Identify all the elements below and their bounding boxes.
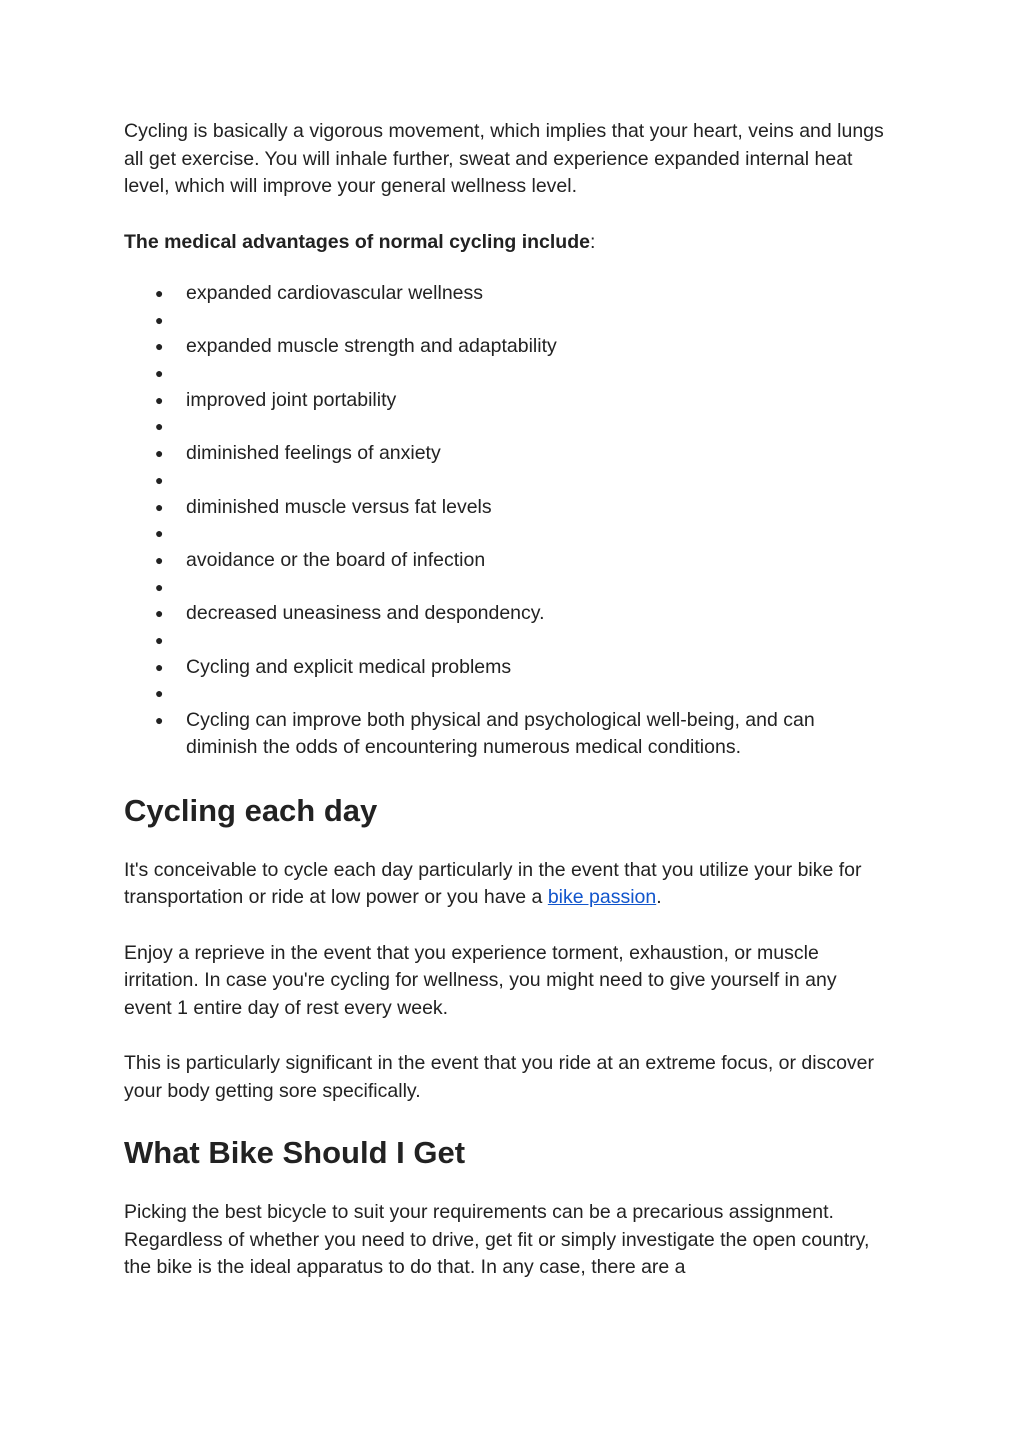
list-item: ● Cycling can improve both physical and psychological well-being, and can diminish the odds of encountering numerous medical conditions.	[124, 707, 884, 760]
list-item	[124, 360, 884, 387]
section-heading-cycling: Cycling each day	[124, 792, 378, 828]
benefits-list	[124, 280, 884, 761]
list-item: ● expanded cardiovascular wellness	[124, 280, 884, 307]
list-item: ● decreased uneasiness and despondency.	[124, 600, 884, 627]
list-item	[124, 627, 884, 654]
list-item	[124, 520, 884, 547]
list-item	[124, 680, 884, 707]
benefits-heading	[124, 229, 884, 257]
benefits-heading-suffix: :	[589, 230, 596, 253]
list-item	[124, 307, 884, 334]
cycling-paragraph-1-text: It's conceivable to cycle each day particularly in the event that you utilize your bike for transportation or ride at low power or you have a	[124, 858, 862, 909]
list-item	[124, 467, 884, 494]
list-item: ● expanded muscle strength and adaptability	[124, 333, 884, 360]
cycling-paragraph-2: Enjoy a reprieve in the event that you experience torment, exhaustion, or muscle irritation. In case you're cycling for wellness, you might need to give yourself in any event 1 entire day of rest every week.	[124, 941, 837, 1019]
list-item: ● Cycling and explicit medical problems	[124, 654, 884, 681]
list-item: ● avoidance or the board of infection	[124, 547, 884, 574]
benefits-heading-bold: The medical advantages of normal cycling include	[124, 230, 590, 253]
section-heading-bike: What Bike Should I Get	[124, 1135, 466, 1171]
cycling-paragraph-1-end: .	[656, 886, 662, 909]
cycling-paragraph-3: This is particularly significant in the event that you ride at an extreme focus, or discover your body getting sore specifically.	[124, 1052, 875, 1102]
list-item	[124, 413, 884, 440]
list-item	[124, 574, 884, 601]
list-item: ● improved joint portability	[124, 387, 884, 414]
bike-passion-link[interactable]: bike passion	[547, 886, 657, 909]
list-item: ● diminished muscle versus fat levels	[124, 494, 884, 521]
cycling-paragraph-1	[124, 857, 884, 912]
intro-paragraph: Cycling is basically a vigorous movement, which implies that your heart, veins and lungs all get exercise. You will inhale further, sweat and experience expanded internal heat level, which will improve your general wellness level.	[124, 120, 884, 197]
list-item: ● diminished feelings of anxiety	[124, 440, 884, 467]
bike-paragraph-1: Picking the best bicycle to suit your requirements can be a precarious assignment. Regardless of whether you need to drive, get fit or simply investigate the open country, the bike is the ideal apparatus to do that. In any case, there are a	[124, 1201, 870, 1279]
